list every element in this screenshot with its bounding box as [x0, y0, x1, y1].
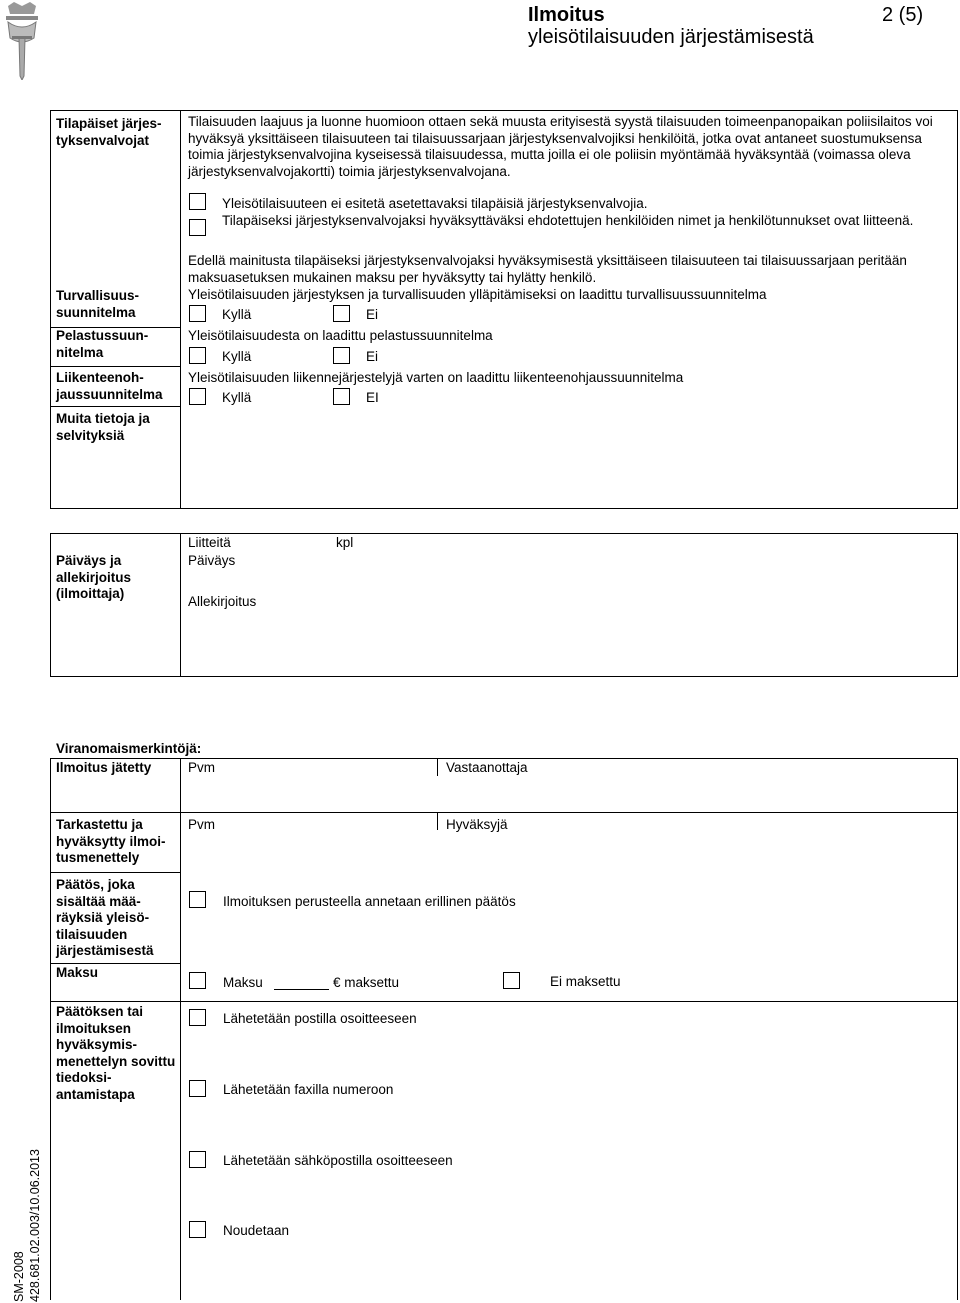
sig-border-right: [957, 533, 958, 676]
no-temp-guards-label: Yleisötilaisuuteen ei esitetä asetettavaksi tilapäisiä järjestyksenvalvojia.: [222, 196, 648, 211]
form-title: Ilmoitus: [528, 4, 605, 26]
table-border-top: [50, 110, 958, 111]
delivery-email-label: Lähetetään sähköpostilla osoitteeseen: [223, 1153, 453, 1168]
police-sword-emblem-icon: [4, 2, 40, 80]
safety-yes-label: Kyllä: [222, 307, 252, 322]
sig-border-top: [50, 533, 958, 534]
row-divider: [50, 406, 180, 407]
auth-divider: [180, 758, 181, 1300]
sig-border-left: [50, 533, 51, 676]
auth-border-top: [50, 758, 958, 759]
fee-note: Edellä mainitusta tilapäiseksi järjestyksenvalvojaksi hyväksymisestä yksittäiseen tilaisuuteen tai tilaisuussarjaan peritään maksuasetuksen mukainen maksu per hyväksytty tai hylätty henkilö.: [188, 253, 907, 285]
traffic-plan-label: Liikenteenoh-jaussuunnitelma: [56, 370, 163, 402]
submitted-label: Ilmoitus jätetty: [56, 760, 152, 775]
traffic-no-label: EI: [366, 390, 379, 405]
traffic-yes-checkbox[interactable]: [189, 388, 206, 405]
safety-plan-question: Yleisötilaisuuden järjestyksen ja turvallisuuden ylläpitämiseksi on laadittu turvallisuussuunnitelma: [188, 287, 767, 302]
fee-label: Maksu: [56, 965, 99, 980]
sig-divider: [180, 533, 181, 676]
police-emblem-logo: [4, 2, 40, 80]
table-border-right: [957, 110, 958, 508]
rescue-no-checkbox[interactable]: [333, 347, 350, 364]
receiver-divider: [437, 758, 438, 776]
no-temp-guards-checkbox[interactable]: [189, 193, 206, 210]
traffic-yes-label: Kyllä: [222, 390, 252, 405]
fee-option-label: Maksu: [223, 975, 263, 990]
signature-label: Päiväys ja allekirjoitus (ilmoittaja): [56, 553, 132, 601]
table-border-left: [50, 110, 51, 508]
page-number: 2 (5): [882, 4, 924, 26]
form-code: SM-2008: [12, 1251, 26, 1302]
fee-paid-label: € maksettu: [333, 975, 400, 990]
safety-plan-label: Turvallisuus-suunnitelma: [56, 288, 140, 320]
delivery-pickup-label: Noudetaan: [223, 1223, 290, 1238]
auth-border-left: [50, 758, 51, 1300]
approver-divider: [437, 812, 438, 830]
traffic-plan-question: Yleisötilaisuuden liikennejärjestelyjä varten on laadittu liikenteenohjaussuunnitelma: [188, 370, 684, 385]
other-info-label: Muita tietoja ja selvityksiä: [56, 411, 150, 443]
delivery-post-checkbox[interactable]: [189, 1009, 206, 1026]
table-divider: [180, 110, 181, 508]
delivery-label: Päätöksen tai ilmoituksen hyväksymis-menettelyn sovittu tiedoksi-antamistapa: [56, 1004, 176, 1102]
delivery-email-checkbox[interactable]: [189, 1151, 206, 1168]
delivery-fax-label: Lähetetään faxilla numeroon: [223, 1082, 394, 1097]
attachments-label: Liitteitä: [188, 535, 231, 550]
rescue-yes-label: Kyllä: [222, 349, 252, 364]
decision-checkbox[interactable]: [189, 891, 206, 908]
temp-guards-label: Tilapäiset järjes-tyksenvalvojat: [56, 116, 162, 148]
submitted-date-label: Pvm: [188, 760, 215, 775]
auth-row-divider: [50, 963, 180, 964]
auth-row-divider: [50, 872, 180, 873]
signature-field-label: Allekirjoitus: [188, 594, 257, 609]
fee-amount-line[interactable]: [274, 989, 329, 990]
auth-border-right: [957, 758, 958, 1300]
fee-unpaid-label: Ei maksettu: [550, 974, 621, 989]
sig-border-bottom: [50, 676, 958, 677]
auth-row-divider: [50, 1001, 958, 1002]
form-id: 428.681.02.003/10.06.2013: [28, 1149, 42, 1302]
receiver-label: Vastaanottaja: [446, 760, 528, 775]
rescue-no-label: Ei: [366, 349, 379, 364]
attachments-unit: kpl: [336, 535, 354, 550]
temp-guards-attached-label: Tilapäiseksi järjestyksenvalvojaksi hyväksyttäväksi ehdotettujen henkilöiden nimet ja henkilötunnukset ovat liitteenä.: [222, 213, 914, 228]
decision-label: Päätös, joka sisältää mää-räyksiä yleisö-tilaisuuden järjestämisestä: [56, 877, 154, 958]
table-border-bottom: [50, 508, 958, 509]
approver-label: Hyväksyjä: [446, 817, 508, 832]
rescue-plan-question: Yleisötilaisuudesta on laadittu pelastussuunnitelma: [188, 328, 493, 343]
fee-unpaid-checkbox[interactable]: [503, 972, 520, 989]
rescue-yes-checkbox[interactable]: [189, 347, 206, 364]
checked-date-label: Pvm: [188, 817, 215, 832]
delivery-fax-checkbox[interactable]: [189, 1080, 206, 1097]
safety-no-label: Ei: [366, 307, 379, 322]
rescue-plan-label: Pelastussuun-nitelma: [56, 328, 149, 360]
temp-guards-attached-checkbox[interactable]: [189, 219, 206, 236]
authority-heading: Viranomaismerkintöjä:: [56, 741, 202, 756]
fee-checkbox[interactable]: [189, 972, 206, 989]
row-divider: [50, 366, 180, 367]
auth-row-divider: [50, 812, 958, 813]
date-label: Päiväys: [188, 553, 236, 568]
safety-no-checkbox[interactable]: [333, 305, 350, 322]
checked-label: Tarkastettu ja hyväksytty ilmoi-tusmenettely: [56, 817, 166, 865]
safety-yes-checkbox[interactable]: [189, 305, 206, 322]
form-subtitle: yleisötilaisuuden järjestämisestä: [528, 26, 814, 48]
temp-guards-paragraph: Tilaisuuden laajuus ja luonne huomioon ottaen sekä muusta erityisestä syystä tilaisuuden toimeenpanopaikan poliisilaitos voi hyväksyä yksittäiseen tilaisuuteen tai tilaisuussarjaan järjestyksenvalvojiksi henkilöitä, jotka ovat antaneet suostumuksensa toimia järjestyksenvalvojina kyseisessä tilaisuudessa, mutta joilla ei ole poliisin myöntämää hyväksyntää (voimassa oleva järjestyksenvalvojakortti) toimia järjestyksenvalvojana.: [188, 114, 933, 179]
decision-option-label: Ilmoituksen perusteella annetaan erillinen päätös: [223, 894, 516, 909]
delivery-post-label: Lähetetään postilla osoitteeseen: [223, 1011, 417, 1026]
delivery-pickup-checkbox[interactable]: [189, 1221, 206, 1238]
traffic-no-checkbox[interactable]: [333, 388, 350, 405]
